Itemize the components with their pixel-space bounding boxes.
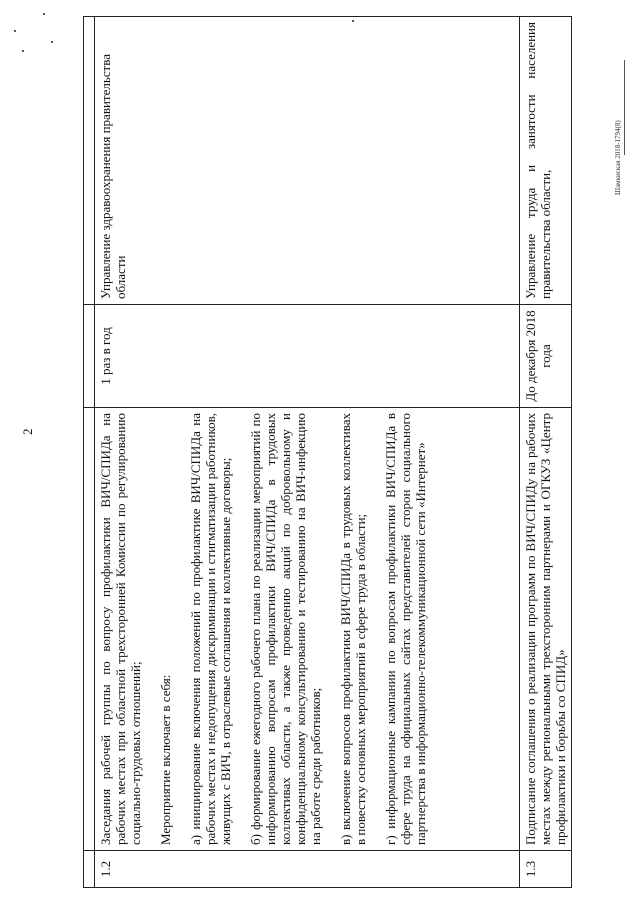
- event-paragraph: б) формирование ежегодного рабочего плана по реализации мероприятий по информированию вопросам профилактики ВИЧ/СПИДа в трудовых коллективах области, а также проведению акций по добровольному и конфиденциальному консультированию и тестированию на ВИЧ-инфекцию на работе среди работников;: [248, 413, 323, 845]
- document-code: Шамкиская 2018-1794(8): [614, 120, 622, 195]
- plan-table: [83, 16, 572, 888]
- item-number: 1.2: [95, 851, 520, 888]
- event-term: 1 раз в год: [95, 305, 520, 408]
- event-paragraph: г) информационные кампании по вопросам профилактики ВИЧ/СПИДа в сфере труда на официальных сайтах представителей сторон социального партнерства в информационно-телекоммуникационной сети «Интернет»: [383, 413, 428, 845]
- event-paragraph: а) инициирование включения положений по профилактике ВИЧ/СПИДа на рабочих местах и недопущения дискриминации и стигматизации работников, живущих с ВИЧ, в отраслевые соглашения и коллективные договоры;: [188, 413, 233, 845]
- responsible-party: Управление труда и занятости населения правительства области,: [520, 17, 572, 305]
- responsible-party: Управление здравоохранения правительства области: [95, 17, 520, 305]
- event-term: До декабря 2018 года: [520, 305, 572, 408]
- footer-rule: [624, 60, 625, 155]
- event-description: [520, 408, 572, 851]
- table-row-continuation: [84, 17, 95, 888]
- event-paragraph: в) включение вопросов профилактики ВИЧ/СПИДа в трудовых коллективах в повестку основных мероприятий в сфере труда в области;: [338, 413, 368, 845]
- item-number: 1.3: [520, 851, 572, 888]
- event-description: [95, 408, 520, 851]
- event-paragraph: Мероприятие включает в себя:: [158, 674, 173, 845]
- event-paragraph: Заседания рабочей группы по вопросу профилактики ВИЧ/СПИДа на рабочих местах при областной трехсторонней Комиссии по регулированию социально-трудовых отношений;: [98, 413, 143, 845]
- event-paragraph: Подписание соглашения о реализации программ по ВИЧ/СПИДу на рабочих местах между региональными трехсторонним партнерами и ОГКУЗ «Центр профилактики и борьбы со СПИД»: [523, 413, 568, 845]
- page-number: 2: [20, 428, 35, 435]
- table-row: [95, 17, 520, 888]
- table-row: [520, 17, 572, 888]
